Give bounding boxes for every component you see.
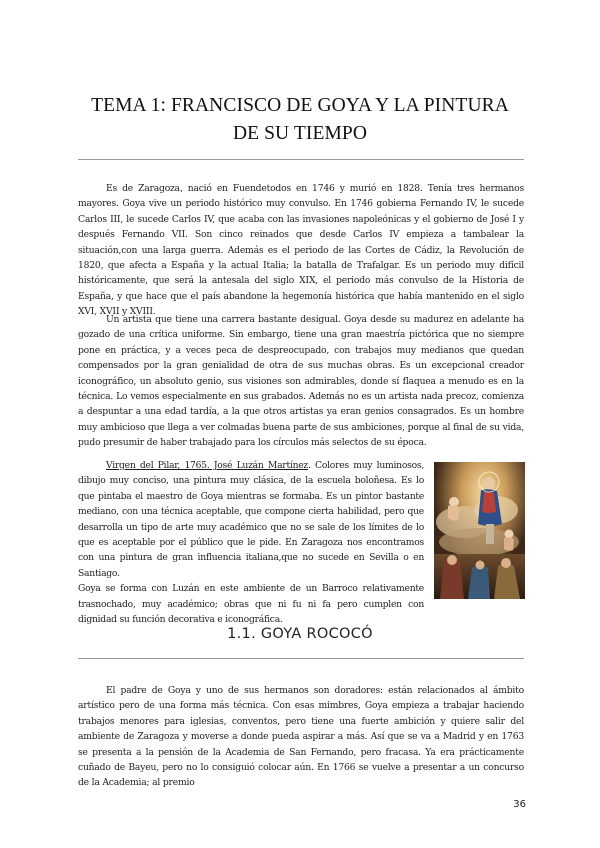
paragraph-intro (78, 181, 524, 320)
figure-text-part2: Goya se forma con Luzán en este ambiente de un Barroco relativamente trasnochado, muy académico; obras que ni fu ni fa pero cumplen con dignidad su función decorativa e iconográfica. (78, 583, 424, 626)
title-line-1: TEMA 1: FRANCISCO DE GOYA Y LA PINTURA (91, 95, 509, 116)
figure-description (78, 458, 424, 627)
title-divider (78, 159, 524, 160)
section-heading: 1.1. GOYA ROCOCÓ (227, 626, 373, 642)
paragraph-rococo (78, 683, 524, 791)
title-line-2: DE SU TIEMPO (232, 123, 368, 144)
section-divider (78, 658, 524, 659)
paragraph-career-text: Un artista que tiene una carrera bastante desigual. Goya desde su madurez en adelante ha gozado de una crítica uniforme. Sin embargo, tiene una gran maestría pictórica que no siempre pone en práctica, y a veces peca de despreocupado, con trabajos muy medianos que quedan compensados por la gran genialidad de otra de sus muchas obras. Es un excepcional creador iconográfico, un absoluto genio, sus visiones son admirables, donde sí flaquea a menudo es en la técnica. Lo vemos especialmente en sus grabados. Además no es un artista nada precoz, comienza a despuntar a una edad tardía, a la que otros artistas ya eran genios consagrados. Es un hombre muy ambicioso que llega a ver colmadas buena parte de sus ambiciones, porque al final de su vida, pudo presumir de haber trabajado para los círculos más selectos de su época. (78, 314, 524, 449)
paragraph-intro-text: Es de Zaragoza, nació en Fuendetodos en 1746 y murió en 1828. Tenía tres hermanos mayores. Goya vive un periodo histórico muy convulso. En 1746 gobierna Fernando IV, le sucede Carlos III, le sucede Carlos IV, que acaba con las invasiones napoleónicas y el gobierno de José I y después Fernando VII. Son cinco reinados que desde Carlos IV empieza a tambalear la situación,con una larga guerra. Además es el periodo de las Cortes de Cádiz, la Revolución de 1820, que afecta a España y la actual Italia; la batalla de Trafalgar. Es un periodo muy difícil históricamente, que será la antesala del siglo XIX, el periodo más convulso de la Historia de España, y que hace que el país abandone la hegemonía histórica que había mantenido en el siglo XVI, XVII y XVIII. (78, 183, 524, 318)
painting-image (434, 462, 525, 599)
figure-caption-link: Virgen del Pilar, 1765. José Luzán Martínez (106, 460, 309, 471)
virgen-del-pilar-painting (434, 462, 525, 599)
page-number: 36 (513, 799, 526, 810)
page-title (60, 92, 540, 148)
paragraph-career (78, 312, 524, 451)
figure-text-part1: . Colores muy luminosos, dibujo muy conciso, una pintura muy clásica, de la escuela boloñesa. Es lo que pintaba el maestro de Goya mientras se formaba. Es un pintor bastante mediano, con una técnica aceptable, que compone cierta habilidad, pero que desarrolla un tipo de arte muy académico que no se sale de los límites de lo que es aceptable por el público que le pide. En Zaragoza nos encontramos con una pintura de gran influencia italiana,que no sucede en Sevilla o en Santiago. (78, 460, 424, 579)
figure-section (78, 458, 524, 626)
paragraph-rococo-text: El padre de Goya y uno de sus hermanos son doradores: están relacionados al ámbito artístico pero de una forma más técnica. Con esas mimbres, Goya empieza a trabajar haciendo trabajos menores para iglesias, conventos, pero tiene una fuerte ambición y quiere salir del ambiente de Zaragoza y moverse a donde pueda aspirar a más. Así que se va a Madrid y en 1763 se presenta a la pensión de la Academia de San Fernando, pero fracasa. Ya era prácticamente cuñado de Bayeu, pero no lo consiguió colocar aún. En 1766 se vuelve a presentar a un concurso de la Academia; al premio (78, 685, 524, 789)
